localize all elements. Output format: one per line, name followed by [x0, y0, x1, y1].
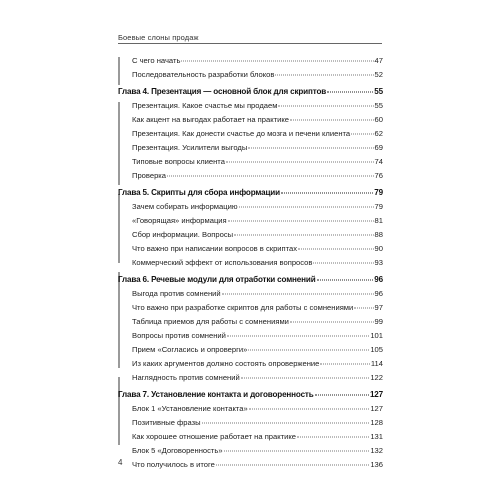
toc-entry-title: Презентация. Усилители выгоды [132, 143, 248, 153]
toc-entry-page-number: 127 [370, 404, 383, 414]
toc-entry-title: Как акцент на выгодах работает на практике [132, 115, 290, 125]
toc-entry-title: Вопросы против сомнений [132, 330, 226, 340]
toc-entry-page-number: 127 [369, 389, 383, 399]
toc-entry-page-number: 74 [374, 156, 383, 166]
toc-entry [118, 230, 383, 244]
dot-leader [278, 106, 373, 107]
dot-leader [281, 192, 373, 193]
toc-entry-title: Что важно при разработке скриптов для работы с сомнениями [132, 303, 354, 313]
toc-entry-page-number: 131 [370, 431, 383, 441]
toc-entry-page-number: 60 [374, 115, 383, 125]
toc-entry-title: Что важно при написании вопросов в скриптах [132, 243, 298, 253]
toc-entry-title: Прием «Согласись и опроверги» [132, 344, 248, 354]
dot-leader [248, 148, 373, 149]
toc-entry-page-number: 105 [370, 344, 383, 354]
dot-leader [224, 450, 370, 451]
toc-entry [118, 432, 383, 446]
toc-entry [118, 303, 383, 317]
toc-entry [118, 216, 383, 230]
toc-entry-title: Позитивные фразы [132, 418, 201, 428]
dot-leader [226, 161, 374, 162]
toc-entry-title: Сбор информации. Вопросы [132, 230, 234, 240]
dot-leader [239, 207, 374, 208]
toc-entry-title: Презентация. Какое счастье мы продаем [132, 101, 278, 111]
toc-entry-page-number: 136 [370, 459, 383, 469]
toc-entry-page-number: 62 [374, 129, 383, 139]
toc-entry-page-number: 99 [374, 317, 383, 327]
toc-entry-title: Глава 5. Скрипты для сбора информации [118, 187, 280, 197]
dot-leader [241, 377, 370, 378]
toc-entry-page-number: 81 [374, 216, 383, 226]
toc-entry [118, 70, 383, 84]
toc-entry-title: Блок 5 «Договоренность» [132, 445, 223, 455]
toc-entry-title: Глава 7. Установление контакта и договоренность [118, 389, 314, 399]
dot-leader [275, 74, 373, 75]
toc-entry-title: Презентация. Как донести счастье до мозга и печени клиента [132, 129, 351, 139]
toc-entry-title: Зачем собирать информацию [132, 202, 238, 212]
toc-entry-title: Что получилось в итоге [132, 459, 215, 469]
toc-entry-title: Таблица приемов для работы с сомнениями [132, 317, 289, 327]
toc-entry-title: Из каких аргументов должно состоять опровержение [132, 358, 320, 368]
toc-entry-title: Выгода против сомнений [132, 289, 221, 299]
toc-entry-page-number: 122 [370, 372, 383, 382]
toc-entry-title: «Говорящая» информация [132, 216, 227, 226]
toc-entry [118, 418, 383, 432]
toc-entry-page-number: 114 [370, 358, 383, 368]
toc-entry [118, 115, 383, 129]
dot-leader [228, 221, 374, 222]
toc-entry-page-number: 96 [374, 289, 383, 299]
toc-entry [118, 446, 383, 460]
toc-entry [118, 171, 383, 185]
toc-entry-title: Коммерческий эффект от использования вопросов [132, 257, 313, 267]
toc-entry [118, 101, 383, 115]
dot-leader [222, 294, 374, 295]
dot-leader [317, 279, 374, 280]
toc-chapter-entry [118, 275, 383, 289]
dot-leader [216, 464, 370, 465]
toc-entry-page-number: 76 [374, 170, 383, 180]
dot-leader [297, 436, 369, 437]
dot-leader [290, 322, 374, 323]
dot-leader [167, 175, 374, 176]
toc-entry [118, 202, 383, 216]
header-rule [118, 43, 382, 44]
toc-chapter-entry [118, 390, 383, 404]
dot-leader [313, 262, 373, 263]
toc-entry [118, 345, 383, 359]
toc-entry [118, 143, 383, 157]
toc-entry-page-number: 97 [374, 303, 383, 313]
dot-leader [290, 120, 374, 121]
toc-chapter-entry [118, 188, 383, 202]
dot-leader [354, 308, 373, 309]
toc-entry [118, 460, 383, 474]
toc-entry-title: Как хорошее отношение работает на практике [132, 431, 297, 441]
toc-entry-page-number: 55 [374, 86, 383, 96]
toc-entry-title: Наглядность против сомнений [132, 372, 240, 382]
dot-leader [298, 248, 373, 249]
toc-entry-page-number: 96 [374, 274, 383, 284]
toc-entry [118, 373, 383, 387]
dot-leader [202, 423, 370, 424]
toc-entry [118, 317, 383, 331]
toc-entry [118, 289, 383, 303]
toc-entry-title: Глава 6. Речевые модули для отработки сомнений [118, 274, 316, 284]
dot-leader [234, 235, 373, 236]
toc-entry [118, 258, 383, 272]
toc-entry-page-number: 55 [374, 101, 383, 111]
dot-leader [249, 409, 370, 410]
dot-leader [181, 61, 373, 62]
toc-entry-page-number: 69 [374, 143, 383, 153]
running-title: Боевые слоны продаж [118, 33, 199, 42]
dot-leader [327, 91, 373, 92]
toc-entry [118, 404, 383, 418]
toc-entry-title: Блок 1 «Установление контакта» [132, 404, 248, 414]
toc-entry [118, 244, 383, 258]
toc-entry-page-number: 101 [370, 330, 383, 340]
toc-entry-page-number: 88 [374, 230, 383, 240]
toc-entry-title: Последовательность разработки блоков [132, 69, 275, 79]
toc-entry-title: Проверка [132, 170, 167, 180]
toc-entry-title: Типовые вопросы клиента [132, 156, 225, 166]
page-number: 4 [118, 458, 123, 467]
dot-leader [320, 363, 369, 364]
toc-entry [118, 331, 383, 345]
dot-leader [315, 394, 369, 395]
dot-leader [248, 349, 369, 350]
toc-entry [118, 129, 383, 143]
toc-entry-page-number: 132 [370, 445, 383, 455]
toc-entry-page-number: 79 [374, 187, 383, 197]
toc-entry [118, 56, 383, 70]
toc-entry [118, 359, 383, 373]
toc-entry-title: С чего начать [132, 56, 181, 65]
toc-entry-page-number: 90 [374, 243, 383, 253]
toc-entry-title: Глава 4. Презентация — основной блок для скриптов [118, 86, 327, 96]
toc-entry-page-number: 52 [374, 69, 383, 79]
toc-entry-page-number: 93 [374, 257, 383, 267]
dot-leader [351, 134, 373, 135]
table-of-contents [118, 56, 383, 474]
toc-chapter-entry [118, 87, 383, 101]
toc-entry-page-number: 128 [370, 418, 383, 428]
toc-entry [118, 157, 383, 171]
toc-entry-page-number: 79 [374, 202, 383, 212]
dot-leader [227, 335, 369, 336]
toc-entry-page-number: 47 [374, 56, 383, 65]
